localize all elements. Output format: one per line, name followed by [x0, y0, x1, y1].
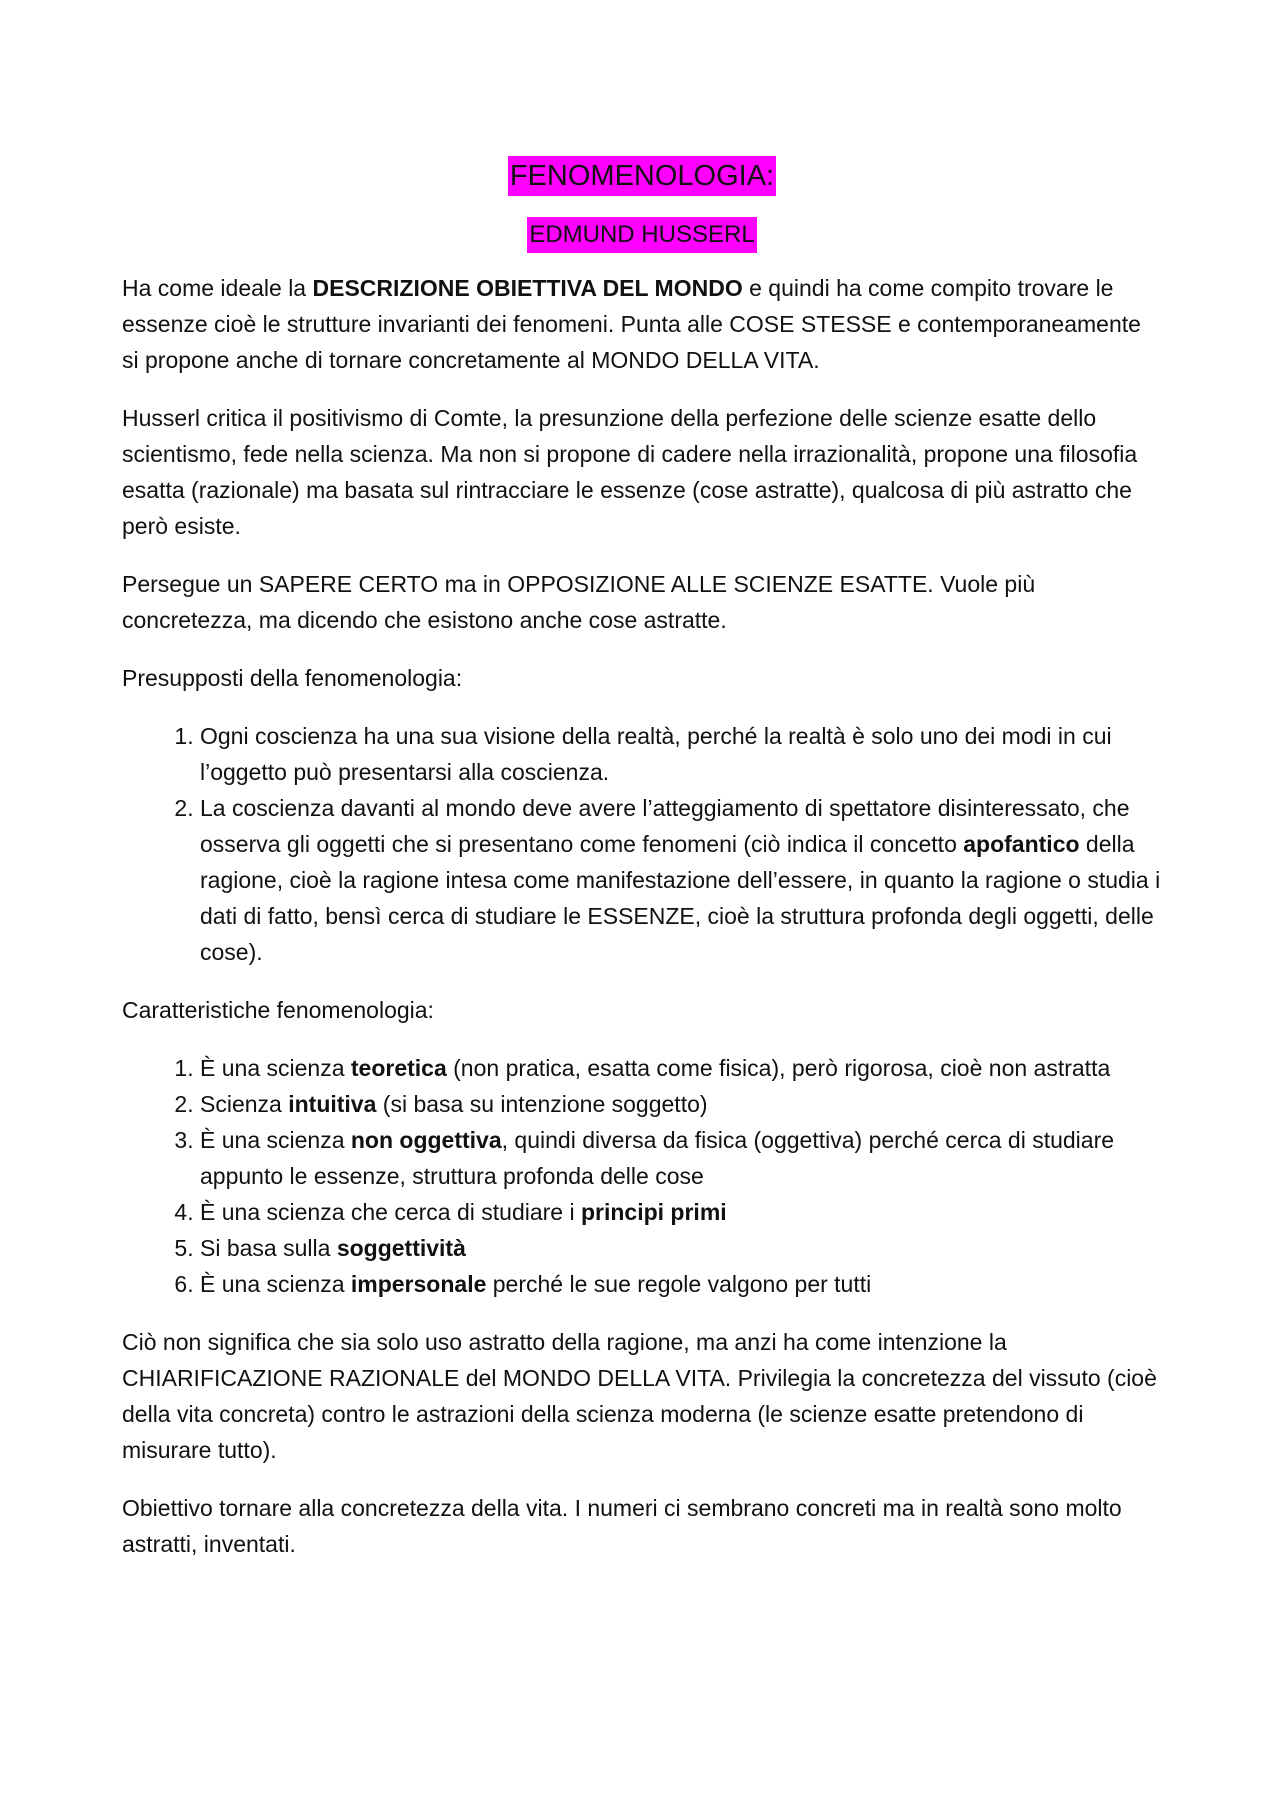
text-run: È una scienza [200, 1055, 351, 1081]
bold-run: impersonale [350, 1271, 487, 1297]
text-run: Ogni coscienza ha una sua visione della realtà, perché la realtà è solo uno dei modi in cui l’oggetto può presentarsi alla coscienza. [200, 723, 1112, 785]
list-item [200, 1194, 1162, 1230]
list-item [200, 1230, 1162, 1266]
caratteristiche-list [122, 1050, 1162, 1302]
title-wrap [122, 152, 1162, 216]
text-run: perché le sue regole valgono per tutti [486, 1271, 872, 1297]
text-run: e quindi ha come compito trovare le essenze cioè le strutture invarianti dei fenomeni. Punta alle COSE STESSE e contemporaneamente si propone anche di tornare concretamente al MONDO DELLA VITA. [122, 275, 1141, 373]
text-run: Si basa sulla [200, 1235, 337, 1261]
bold-run: principi primi [580, 1199, 727, 1225]
text-run: Scienza [200, 1091, 289, 1117]
text-run: È una scienza [200, 1127, 351, 1153]
text-run: della ragione, cioè la ragione intesa come manifestazione dell’essere, in quanto la ragione o studia i dati di fatto, bensì cerca di studiare le ESSENZE, cioè la struttura profonda degli oggetti, delle cose). [200, 831, 1161, 965]
bold-run: DESCRIZIONE OBIETTIVA DEL MONDO [312, 275, 743, 301]
page-title: FENOMENOLOGIA: [508, 156, 776, 196]
text-run: È una scienza [200, 1271, 351, 1297]
list-item [200, 1266, 1162, 1302]
list-item [200, 1086, 1162, 1122]
subtitle-wrap [122, 216, 1162, 260]
paragraph-sapere-certo: Persegue un SAPERE CERTO ma in OPPOSIZIONE ALLE SCIENZE ESATTE. Vuole più concretezza, ma dicendo che esistono anche cose astratte. [122, 571, 1036, 633]
paragraph-obiettivo: Obiettivo tornare alla concretezza della vita. I numeri ci sembrano concreti ma in realtà sono molto astratti, inventati. [122, 1495, 1122, 1557]
list-item [200, 1050, 1162, 1086]
text-run: Ha come ideale la [122, 275, 313, 301]
text-run: La coscienza davanti al mondo deve avere l’atteggiamento di spettatore disinteressato, che osserva gli oggetti che si presentano come fenomeni (ciò indica il concetto [200, 795, 1130, 857]
page-subtitle: EDMUND HUSSERL [527, 217, 756, 253]
text-run: (si basa su intenzione soggetto) [376, 1091, 708, 1117]
list-item [200, 1122, 1162, 1194]
document-body [122, 152, 1162, 1584]
bold-run: teoretica [350, 1055, 447, 1081]
bold-run: soggettività [336, 1235, 466, 1261]
bold-run: apofantico [963, 831, 1080, 857]
paragraph-critique: Husserl critica il positivismo di Comte, la presunzione della perfezione delle scienze esatte dello scientismo, fede nella scienza. Ma non si propone di cadere nella irrazionalità, propone una filosofia esatta (razionale) ma basata sul rintracciare le essenze (cose astratte), qualcosa di più astratto che però esiste. [122, 405, 1138, 539]
text-run: , quindi diversa da fisica (oggettiva) perché cerca di studiare appunto le essenze, struttura profonda delle cose [200, 1127, 1115, 1189]
paragraph-chiarificazione: Ciò non significa che sia solo uso astratto della ragione, ma anzi ha come intenzione la CHIARIFICAZIONE RAZIONALE del MONDO DELLA VITA. Privilegia la concretezza del vissuto (cioè della vita concreta) contro le astrazioni della scienza moderna (le scienze esatte pretendono di misurare tutto). [122, 1329, 1157, 1463]
bold-run: intuitiva [288, 1091, 377, 1117]
presupposti-list [122, 718, 1162, 970]
caratteristiche-heading: Caratteristiche fenomenologia: [122, 997, 434, 1023]
bold-run: non oggettiva [350, 1127, 502, 1153]
list-item [200, 790, 1162, 970]
list-item [200, 718, 1162, 790]
text-run: (non pratica, esatta come fisica), però rigorosa, cioè non astratta [446, 1055, 1111, 1081]
text-run: È una scienza che cerca di studiare i [200, 1199, 581, 1225]
paragraph-intro [122, 270, 1162, 378]
presupposti-heading: Presupposti della fenomenologia: [122, 665, 463, 691]
